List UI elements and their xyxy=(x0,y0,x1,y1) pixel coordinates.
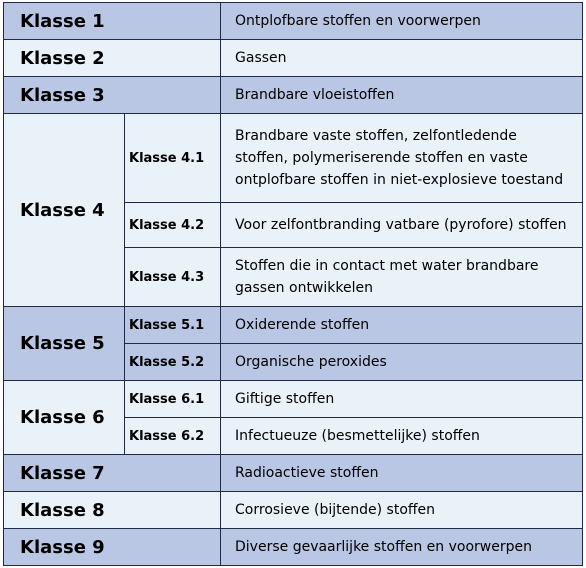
class-description: Radioactieve stoffen xyxy=(221,455,583,492)
subclass-label: Klasse 5.1 xyxy=(125,307,221,344)
class-description: Voor zelfontbranding vatbare (pyrofore) stoffen xyxy=(221,203,583,248)
table-row-klasse-5-1 xyxy=(4,307,583,344)
class-label: Klasse 4 xyxy=(4,114,125,307)
class-description: Gassen xyxy=(221,40,583,77)
class-description: Corrosieve (bijtende) stoffen xyxy=(221,492,583,529)
table-row-klasse-6-1 xyxy=(4,381,583,418)
class-description: Ontplofbare stoffen en voorwerpen xyxy=(221,3,583,40)
table-row-klasse-1 xyxy=(4,3,583,40)
subclass-label: Klasse 6.1 xyxy=(125,381,221,418)
class-description: Organische peroxides xyxy=(221,344,583,381)
table-row-klasse-7 xyxy=(4,455,583,492)
class-label: Klasse 3 xyxy=(4,77,221,114)
class-description: Stoffen die in contact met water brandbare gassen ontwikkelen xyxy=(221,248,583,307)
class-label: Klasse 8 xyxy=(4,492,221,529)
class-label: Klasse 1 xyxy=(4,3,221,40)
class-description: Oxiderende stoffen xyxy=(221,307,583,344)
hazard-class-table xyxy=(3,2,583,566)
table-row-klasse-4-1 xyxy=(4,114,583,203)
class-description: Brandbare vloeistoffen xyxy=(221,77,583,114)
class-description: Infectueuze (besmettelijke) stoffen xyxy=(221,418,583,455)
class-description: Diverse gevaarlijke stoffen en voorwerpen xyxy=(221,529,583,566)
class-description: Brandbare vaste stoffen, zelfontledende stoffen, polymeriserende stoffen en vaste ontplofbare stoffen in niet-explosieve toestand xyxy=(221,114,583,203)
class-description: Giftige stoffen xyxy=(221,381,583,418)
class-label: Klasse 6 xyxy=(4,381,125,455)
class-label: Klasse 9 xyxy=(4,529,221,566)
table-row-klasse-8 xyxy=(4,492,583,529)
class-label: Klasse 2 xyxy=(4,40,221,77)
class-label: Klasse 5 xyxy=(4,307,125,381)
subclass-label: Klasse 4.2 xyxy=(125,203,221,248)
table-row-klasse-2 xyxy=(4,40,583,77)
table-row-klasse-9 xyxy=(4,529,583,566)
subclass-label: Klasse 5.2 xyxy=(125,344,221,381)
subclass-label: Klasse 4.3 xyxy=(125,248,221,307)
subclass-label: Klasse 6.2 xyxy=(125,418,221,455)
table-row-klasse-3 xyxy=(4,77,583,114)
subclass-label: Klasse 4.1 xyxy=(125,114,221,203)
class-label: Klasse 7 xyxy=(4,455,221,492)
